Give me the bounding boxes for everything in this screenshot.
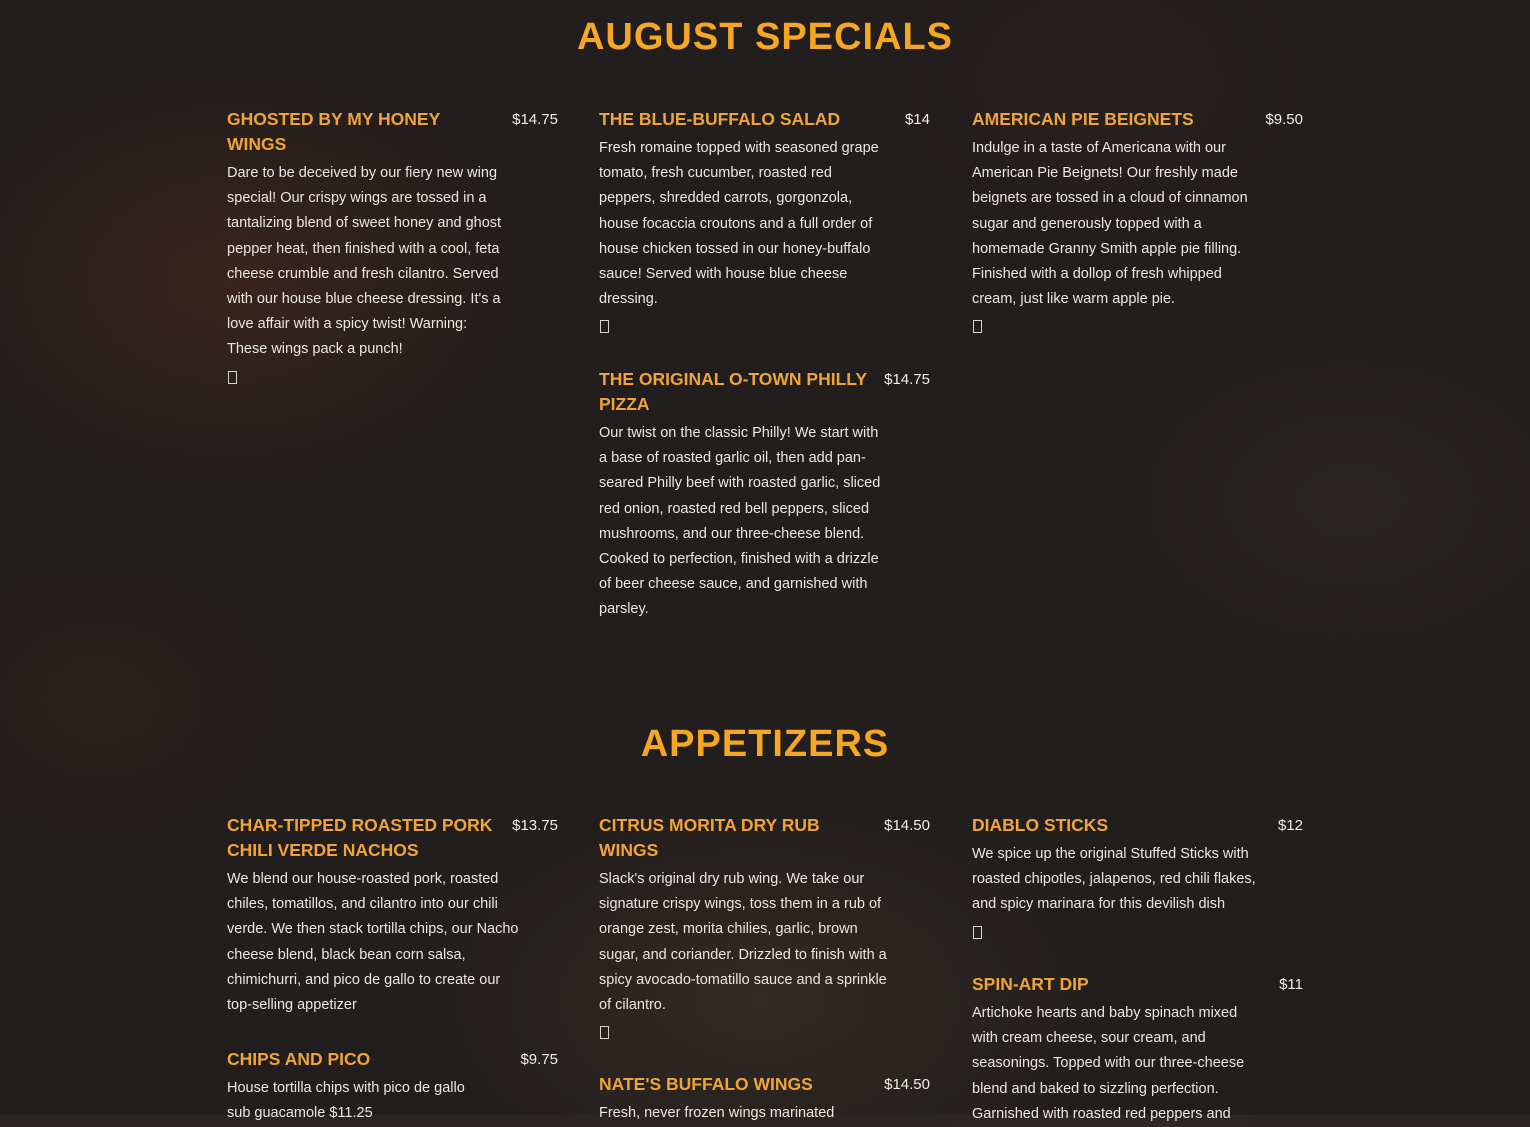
section-title-august-specials: AUGUST SPECIALS	[576, 16, 954, 58]
item-price: $14.50	[884, 1076, 930, 1093]
item-price: $9.75	[520, 1051, 558, 1068]
item-name: CITRUS MORITA DRY RUB WINGS	[599, 815, 820, 860]
menu-item-spin-art-dip	[972, 972, 1303, 1127]
item-price: $11	[1279, 976, 1303, 993]
item-name: CHAR-TIPPED ROASTED PORK CHILI VERDE NACHOS	[227, 815, 493, 860]
menu-item-american-pie-beignets	[972, 107, 1303, 338]
item-price: $14.75	[884, 371, 930, 388]
menu-item-citrus-morita-wings	[599, 813, 930, 1044]
item-name: AMERICAN PIE BEIGNETS	[972, 109, 1194, 129]
item-description: Indulge in a taste of Americana with our American Pie Beignets! Our freshly made beignets are tossed in a cloud of cinnamon sugar and generously topped with a homemade Granny Smith apple pie filling. Finished with a dollop of fresh whipped cream, just like warm apple pie.	[972, 140, 1248, 308]
item-name: DIABLO STICKS	[972, 815, 1109, 835]
item-name: GHOSTED BY MY HONEY WINGS	[227, 109, 440, 154]
item-price: $9.50	[1265, 111, 1303, 128]
item-price: $14.50	[884, 817, 930, 834]
item-description: Slack's original dry rub wing. We take our signature crispy wings, toss them in a rub of orange zest, morita chilies, garlic, brown sugar, and coriander. Drizzled to finish with a spicy avocado-tomatillo sauce and a sprinkle of cilantro.	[599, 871, 887, 1014]
missing-glyph-icon	[973, 320, 982, 333]
missing-glyph-icon	[600, 320, 609, 333]
missing-glyph-icon	[600, 1026, 609, 1039]
item-description: Our twist on the classic Philly! We start with a base of roasted garlic oil, then add pan-seared Philly beef with roasted garlic, sliced red onion, roasted red bell peppers, sliced mushrooms, and our three-cheese blend. Cooked to perfection, finished with a drizzle of beer cheese sauce, and garnished with parsley.	[599, 425, 881, 618]
item-name: NATE'S BUFFALO WINGS	[599, 1074, 813, 1094]
menu-item-otown-philly-pizza	[599, 367, 930, 623]
item-name: THE ORIGINAL O-TOWN PHILLY PIZZA	[599, 369, 867, 414]
item-description: We spice up the original Stuffed Sticks with roasted chipotles, jalapenos, red chili flakes, and spicy marinara for this devilish dish	[972, 846, 1256, 913]
menu-item-chili-verde-nachos	[227, 813, 558, 1018]
item-description: Dare to be deceived by our fiery new wing special! Our crispy wings are tossed in a tantalizing blend of sweet honey and ghost pepper heat, then finished with a cool, feta cheese crumble and fresh cilantro. Served with our house blue cheese dressing. It's a love affair with a spicy twist! Warning: These wings pack a punch!	[227, 165, 502, 358]
menu-item-blue-buffalo-salad	[599, 107, 930, 338]
menu-item-chips-and-pico	[227, 1047, 558, 1126]
item-name: SPIN-ART DIP	[972, 974, 1089, 994]
item-description: House tortilla chips with pico de gallo sub guacamole $11.25	[227, 1080, 465, 1122]
section-title-appetizers: APPETIZERS	[640, 723, 890, 765]
item-name: THE BLUE-BUFFALO SALAD	[599, 109, 841, 129]
item-price: $12	[1277, 817, 1303, 834]
item-description: We blend our house-roasted pork, roasted chiles, tomatillos, and cilantro into our chili verde. We then stack tortilla chips, our Nacho cheese blend, black bean corn salsa, chimichurri, and pico de gallo to create our top-selling appetizer	[227, 871, 519, 1014]
menu-item-ghosted-wings	[227, 107, 558, 389]
menu-item-diablo-sticks	[972, 813, 1303, 944]
item-price: $14	[904, 111, 930, 128]
item-description: Fresh romaine topped with seasoned grape tomato, fresh cucumber, roasted red peppers, shredded carrots, gorgonzola, house focaccia croutons and a full order of house chicken tossed in our honey-buffalo sauce! Served with house blue cheese dressing.	[599, 140, 879, 308]
item-price: $14.75	[512, 111, 558, 128]
menu-item-nates-buffalo-wings	[599, 1072, 930, 1126]
item-description: Artichoke hearts and baby spinach mixed with cream cheese, sour cream, and seasonings. Topped with our three-cheese blend and baked to sizzling perfection. Garnished with roasted red peppers and	[972, 1005, 1245, 1122]
item-name: CHIPS AND PICO	[227, 1049, 371, 1069]
item-price: $13.75	[512, 817, 558, 834]
missing-glyph-icon	[228, 371, 237, 384]
missing-glyph-icon	[973, 926, 982, 939]
item-description: Fresh, never frozen wings marinated	[599, 1105, 835, 1121]
